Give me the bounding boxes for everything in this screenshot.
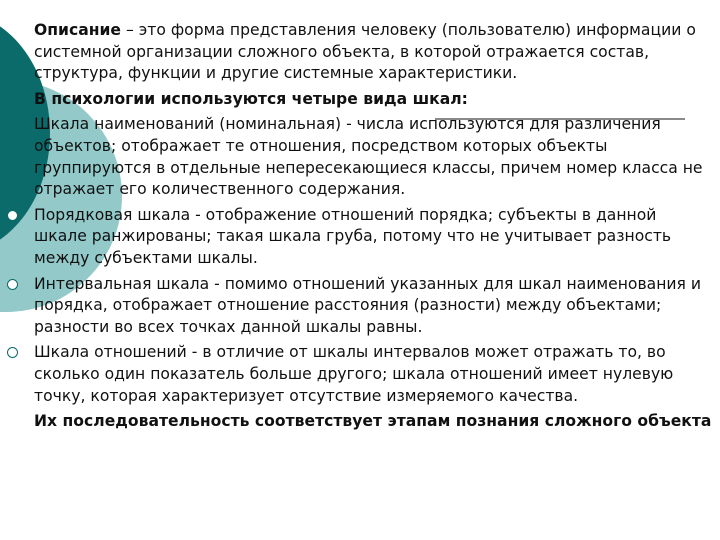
intro-paragraph xyxy=(34,20,714,85)
intro-term: Описание xyxy=(34,21,121,39)
scale-nominal xyxy=(34,114,714,200)
scale-ratio-text: Шкала отношений - в отличие от шкалы интервалов может отражать то, во сколько один показатель больше другого; шкала отношений имеет нулевую точку, которая характеризует отсутствие измеряемого качества. xyxy=(34,343,674,405)
bullet-icon xyxy=(7,210,18,221)
scale-interval xyxy=(34,274,714,339)
scale-interval-text: Интервальная шкала - помимо отношений указанных для шкал наименования и порядка, отображает отношение расстояния (разности) между объектами; разности во всех точках данной шкалы равны. xyxy=(34,274,701,336)
scale-ordinal-text: Порядковая шкала - отображение отношений порядка; субъекты в данной шкале ранжированы; такая шкала груба, потому что не учитывает разность между субъектами шкалы. xyxy=(34,205,672,267)
conclusion: Их последовательность соответствует этапам познания сложного объекта xyxy=(34,412,712,431)
slide-text xyxy=(34,20,714,437)
bullet-icon xyxy=(7,347,18,358)
scale-ordinal xyxy=(34,205,714,270)
scales-heading: В психологии используются четыре вида шкал: xyxy=(34,89,468,108)
intro-text: – это форма представления человеку (пользователю) информации о системной организации сложного объекта, в которой отражается состав, структура, функции и другие системные характеристики. xyxy=(34,21,696,83)
scale-nominal-text: Шкала наименований (номинальная) - числа используются для различения объектов; отображает те отношения, посредством которых объекты группируются в отдельные непересекающиеся классы, причем номер класса не отражает его количественного содержания. xyxy=(34,115,703,199)
scale-ratio xyxy=(34,342,714,407)
bullet-icon xyxy=(7,279,18,290)
